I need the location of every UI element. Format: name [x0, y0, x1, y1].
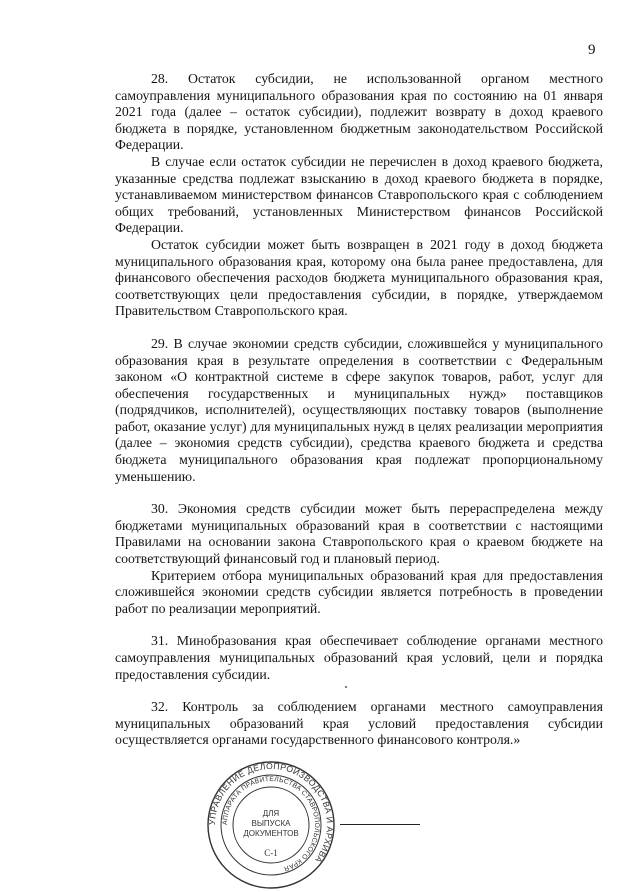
- stamp-center-line1: ДЛЯ: [262, 809, 280, 818]
- stamp-seal-icon: [206, 760, 336, 890]
- official-stamp: [206, 760, 336, 890]
- clause-29: [115, 336, 603, 485]
- stamp-outer-text: УПРАВЛЕНИЕ ДЕЛОПРОИЗВОДСТВА И АРХИВА: [206, 760, 336, 865]
- stamp-center-line3: ДОКУМЕНТОВ: [243, 829, 299, 838]
- page-number: 9: [588, 42, 596, 58]
- paragraph: 28. Остаток субсидии, не использованной органом местного самоуправления муниципального образования края по состоянию на 01 января 2021 года (далее – остаток субсидии), подлежит возврату в доход краевого бюджета в порядке, установленном бюджетным законодательством Российской Федерации.: [115, 71, 603, 153]
- clause-31: [115, 633, 603, 683]
- paragraph: Остаток субсидии может быть возвращен в 2021 году в доход бюджета муниципального образования края, которому она была ранее предоставлена, для финансового обеспечения расходов бюджета муниципального образования края, соответствующих цели предоставления субсидии, в порядке, утверждаемом Правительством Ставропольского края.: [115, 236, 603, 319]
- clause-32: [115, 699, 603, 749]
- paragraph: 31. Минобразования края обеспечивает соблюдение органами местного самоуправления муниципальных образований края условий, цели и порядка предоставления субсидии.: [115, 633, 603, 682]
- signature-line: [340, 824, 420, 825]
- paragraph: Критерием отбора муниципальных образований края для предоставления сложившейся экономии средств субсидии является потребность в проведении работ по реализации мероприятий.: [115, 567, 603, 616]
- clause-30: [115, 501, 603, 617]
- stamp-inner-text: АППАРАТА ПРАВИТЕЛЬСТВА СТАВРОПОЛЬСКОГО КРАЯ: [221, 775, 321, 872]
- clause-28: [115, 71, 603, 320]
- stamp-code: С-1: [264, 848, 278, 858]
- stray-dot: [345, 686, 347, 688]
- stamp-center-line2: ВЫПУСКА: [251, 819, 291, 828]
- paragraph: 29. В случае экономии средств субсидии, сложившейся у муниципального образования края в результате определения в соответствии с Федеральным законом «О контрактной системе в сфере закупок товаров, работ, услуг для обеспечения государственных и муниципальных нужд» поставщиков (подрядчиков, исполнителей), осуществляющих поставку товаров (выполнение работ, оказание услуг) для муниципальных нужд в целях реализации мероприятия (далее – экономия средств субсидии), средства краевого бюджета и средства бюджета муниципального образования края подлежат пропорциональному уменьшению.: [115, 335, 603, 484]
- paragraph: В случае если остаток субсидии не перечислен в доход краевого бюджета, указанные средства подлежат взысканию в доход краевого бюджета в порядке, устанавливаемом министерством финансов Ставропольского края с соблюдением общих требований, установленных Министерством финансов Российской Федерации.: [115, 153, 603, 236]
- document-body: [115, 71, 603, 749]
- paragraph: 30. Экономия средств субсидии может быть перераспределена между бюджетами муниципальных образований края в соответствии с настоящими Правилами на основании закона Ставропольского края о краевом бюджете на соответствующий финансовый год и плановый период.: [115, 501, 603, 567]
- paragraph: 32. Контроль за соблюдением органами местного самоуправления муниципальных образований края условий предоставления субсидии осуществляется органами государственного финансового контроля.»: [115, 699, 603, 748]
